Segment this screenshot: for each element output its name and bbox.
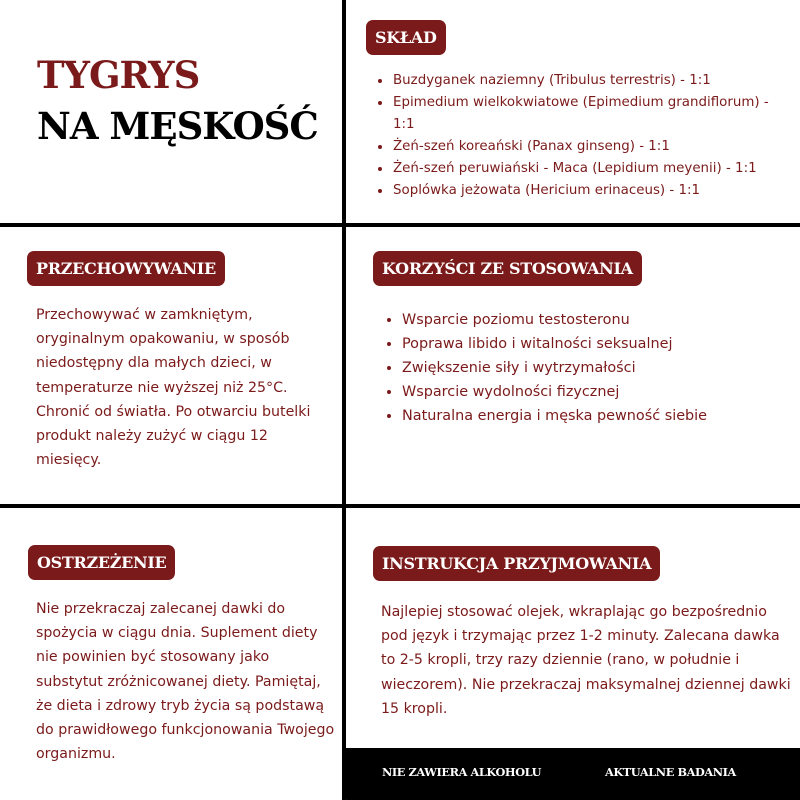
footer-no-alcohol: NIE ZAWIERA ALKOHOLU [382, 765, 542, 779]
list-item: Buzdyganek naziemny (Tribulus terrestris) - 1:1 [393, 70, 793, 92]
instrukcja-text: Najlepiej stosować olejek, wkraplając go bezpośrednio pod język i trzymając przez 1-2 minuty. Zalecana dawka to 2-5 kropli, trzy razy dziennie (rano, w południe i wieczorem). Nie przekraczaj maksymalnej dziennej dawki 15 kropli. [381, 604, 791, 717]
list-item: Żeń-szeń koreański (Panax ginseng) - 1:1 [393, 136, 793, 158]
list-item: Żeń-szeń peruwiański - Maca (Lepidium meyenii) - 1:1 [393, 158, 793, 180]
horizontal-divider-bottom [0, 504, 800, 508]
title-line-2: NA MĘSKOŚĆ [37, 104, 318, 148]
list-item: Soplówka jeżowata (Hericium erinaceus) - 1:1 [393, 180, 793, 202]
footer-bar [343, 748, 800, 800]
product-title [37, 52, 318, 152]
sklad-heading-badge: SKŁAD [366, 20, 446, 55]
instrukcja-heading-badge: INSTRUKCJA PRZYJMOWANIA [373, 546, 660, 581]
sklad-ingredient-list [393, 70, 793, 202]
przechowywanie-heading-badge: PRZECHOWYWANIE [27, 251, 225, 286]
korzysci-benefit-list [402, 308, 792, 428]
footer-current-research: AKTUALNE BADANIA [605, 765, 736, 779]
list-item: Naturalna energia i męska pewność siebie [402, 404, 792, 428]
vertical-divider [342, 0, 346, 800]
list-item: Zwiększenie siły i wytrzymałości [402, 356, 792, 380]
ostrzezenie-heading-badge: OSTRZEŻENIE [28, 545, 175, 580]
ostrzezenie-text: Nie przekraczaj zalecanej dawki do spożycia w ciągu dnia. Suplement diety nie powinien być stosowany jako substytut zróżnicowanej diety. Pamiętaj, że dieta i zdrowy tryb życia są podstawą do prawidłowego funkcjonowania Twojego organizmu. [36, 601, 335, 763]
list-item: Wsparcie poziomu testosteronu [402, 308, 792, 332]
korzysci-heading-badge: KORZYŚCI ZE STOSOWANIA [373, 251, 642, 286]
title-line-1: TYGRYS [37, 53, 200, 97]
list-item: Epimedium wielkokwiatowe (Epimedium grandiflorum) - 1:1 [393, 92, 793, 136]
list-item: Poprawa libido i witalności seksualnej [402, 332, 792, 356]
przechowywanie-text: Przechowywać w zamkniętym, oryginalnym opakowaniu, w sposób niedostępny dla małych dzieci, w temperaturze nie wyższej niż 25°C. Chronić od światła. Po otwarciu butelki produkt należy zużyć w ciągu 12 miesięcy. [36, 307, 311, 469]
horizontal-divider-top [0, 223, 800, 227]
list-item: Wsparcie wydolności fizycznej [402, 380, 792, 404]
